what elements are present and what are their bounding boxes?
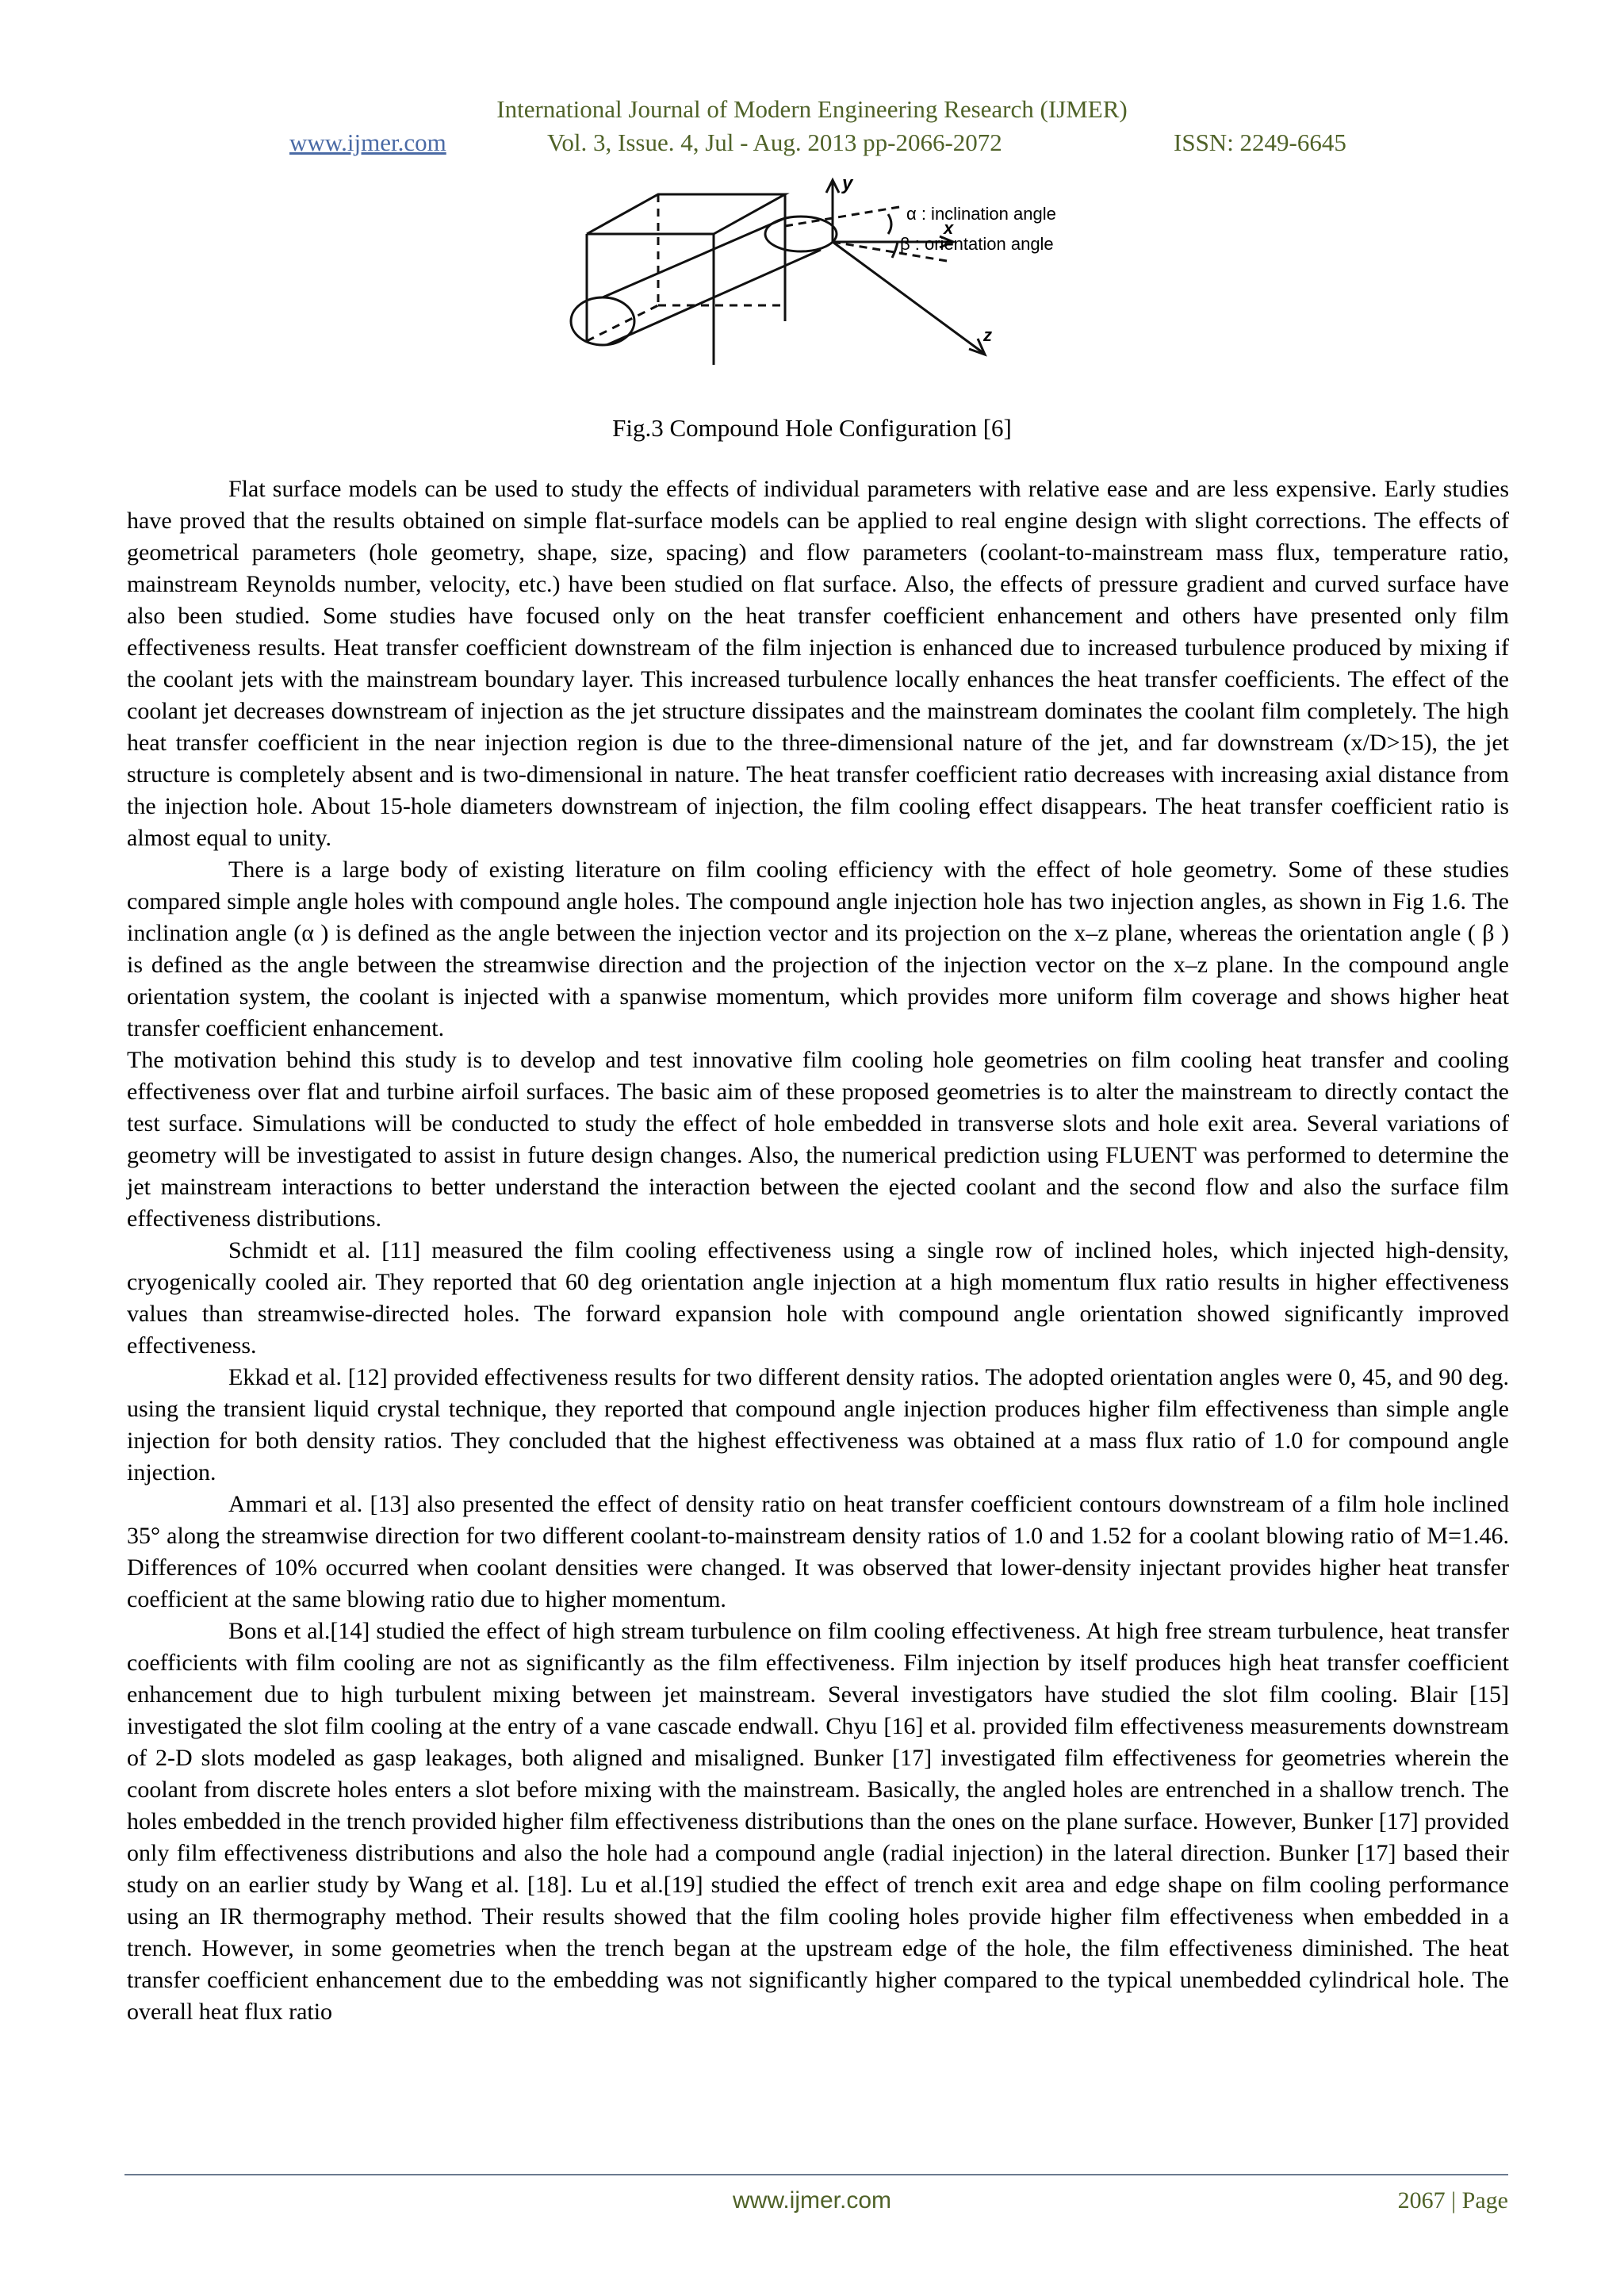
label-z: z (983, 325, 992, 345)
footer-divider (124, 2174, 1508, 2175)
header-issn: ISSN: 2249-6645 (1174, 128, 1346, 156)
paragraph: Ammari et al. [13] also presented the effect of density ratio on heat transfer coefficient contours downstream of a film hole inclined 35° along the streamwise direction for two different coolant-to-mainstream density ratios of 1.0 and 1.52 for a coolant blowing ratio of M=1.46. Differences of 10% occurred when coolant densities were changed. It was observed that lower-density injectant provides higher heat transfer coefficient at the same blowing ratio due to higher momentum. (127, 1491, 1509, 1612)
paragraph: The motivation behind this study is to develop and test innovative film cooling hole geometries on film cooling heat transfer and cooling effectiveness over flat and turbine airfoil surfaces. The basic aim of these proposed geometries is to alter the mainstream to directly contact the test surface. Simulations will be conducted to study the effect of hole embedded in transverse slots and hole exit area. Several variations of geometry will be investigated to assist in future design changes. Also, the numerical prediction using FLUENT was performed to determine the jet mainstream interactions to better understand the interaction between the ejected coolant and the second flow and also the surface film effectiveness distributions. (127, 1047, 1509, 1232)
paragraph: Ekkad et al. [12] provided effectiveness results for two different density ratios. The adopted orientation angles were 0, 45, and 90 deg. using the transient liquid crystal technique, they reported that compound angle injection produces higher film effectiveness than simple angle injection for both density ratios. They concluded that the highest effectiveness was obtained at a mass flux ratio of 1.0 for compound angle injection. (127, 1364, 1509, 1485)
label-beta: β : orientation angle (900, 234, 1054, 254)
paragraph: Bons et al.[14] studied the effect of high stream turbulence on film cooling effectiveness. At high free stream turbulence, heat transfer coefficients with film cooling are not as significantly as the film effectiveness. Film injection by itself produces high heat transfer coefficient enhancement due to high turbulent mixing between jet mainstream. Several investigators have studied the slot film cooling. Blair [15] investigated the slot film cooling at the entry of a vane cascade endwall. Chyu [16] et al. provided film effectiveness measurements downstream of 2-D slots modeled as gasp leakages, both aligned and misaligned. Bunker [17] investigated film effectiveness for geometries wherein the coolant from discrete holes enters a slot before mixing with the mainstream. Basically, the angled holes are entrenched in a shallow trench. The holes embedded in the trench provided higher film effectiveness distributions than the ones on the plane surface. However, Bunker [17] provided only film effectiveness distributions and also the hole had a compound angle (radial injection) in the lateral direction. Bunker [17] based their study on an earlier study by Wang et al. [18]. Lu et al.[19] studied the effect of trench exit area and edge shape on film cooling performance using an IR thermography method. Their results showed that the film cooling holes provide higher film effectiveness when embedded in a trench. However, in some geometries when the trench began at the upstream edge of the hole, the film effectiveness diminished. The heat transfer coefficient enhancement due to the embedding was not significantly higher compared to the typical unembedded cylindrical hole. The overall heat flux ratio (127, 1618, 1509, 2025)
label-alpha: α : inclination angle (906, 204, 1056, 224)
angle-arc-alpha (888, 214, 891, 234)
label-x: x (944, 218, 954, 238)
compound-hole-diagram (539, 171, 1094, 365)
footer-url-link[interactable]: www.ijmer.com (732, 2187, 892, 2214)
z-axis (833, 242, 983, 353)
journal-header (0, 94, 1624, 156)
compound-hole-figure (539, 171, 1094, 365)
header-info-line (0, 127, 1624, 159)
box-top-edges (587, 194, 785, 234)
header-url-link[interactable]: www.ijmer.com (289, 128, 446, 156)
paragraph: Flat surface models can be used to study the effects of individual parameters with relative ease and are less expensive. Early studies have proved that the results obtained on simple flat-surface models can be applied to real engine design with slight corrections. The effects of geometrical parameters (hole geometry, shape, size, spacing) and flow parameters (coolant-to-mainstream mass flux, temperature ratio, mainstream Reynolds number, velocity, etc.) have been studied on flat surface. Also, the effects of pressure gradient and curved surface have also been studied. Some studies have focused only on the heat transfer coefficient enhancement and others have presented only film effectiveness results. Heat transfer coefficient downstream of the film injection is enhanced due to increased turbulence produced by mixing if the coolant jets with the mainstream boundary layer. This increased turbulence locally enhances the heat transfer coefficients. The effect of the coolant jet decreases downstream of injection as the jet structure dissipates and the mainstream dominates the coolant film completely. The high heat transfer coefficient in the near injection region is due to the three-dimensional nature of the jet, and far downstream (x/D>15), the jet structure is completely absent and is two-dimensional in nature. The heat transfer coefficient ratio decreases with increasing axial distance from the injection hole. About 15-hole diameters downstream of injection, the film cooling effect disappears. The heat transfer coefficient ratio is almost equal to unity. (127, 476, 1509, 851)
angle-arc-beta (892, 242, 898, 258)
box-hidden-diag (587, 305, 658, 341)
hole-upper-wall (603, 218, 785, 297)
paragraph: There is a large body of existing literature on film cooling efficiency with the effect of hole geometry. Some of these studies compared simple angle holes with compound angle holes. The compound angle injection hole has two injection angles, as shown in Fig 1.6. The inclination angle (α ) is defined as the angle between the injection vector and its projection on the x–z plane, whereas the orientation angle ( β ) is defined as the angle between the streamwise direction and the projection of the injection vector on the x–z plane. In the compound angle orientation system, the coolant is injected with a spanwise momentum, which provides more uniform film coverage and shows higher heat transfer coefficient enhancement. (127, 857, 1509, 1041)
figure-caption: Fig.3 Compound Hole Configuration [6] (612, 414, 1012, 442)
page-number: 2067 | Page (1397, 2187, 1508, 2214)
header-volume: Vol. 3, Issue. 4, Jul - Aug. 2013 pp-2066-2072 (547, 128, 1002, 156)
article-body (127, 473, 1509, 2028)
paragraph: Schmidt et al. [11] measured the film cooling effectiveness using a single row of inclined holes, which injected high-density, cryogenically cooled air. They reported that 60 deg orientation angle injection at a high momentum flux ratio results in higher effectiveness values than streamwise-directed holes. The forward expansion hole with compound angle orientation showed significantly improved effectiveness. (127, 1237, 1509, 1359)
journal-title: International Journal of Modern Engineering Research (IJMER) (496, 95, 1128, 123)
label-y: y (842, 173, 853, 194)
